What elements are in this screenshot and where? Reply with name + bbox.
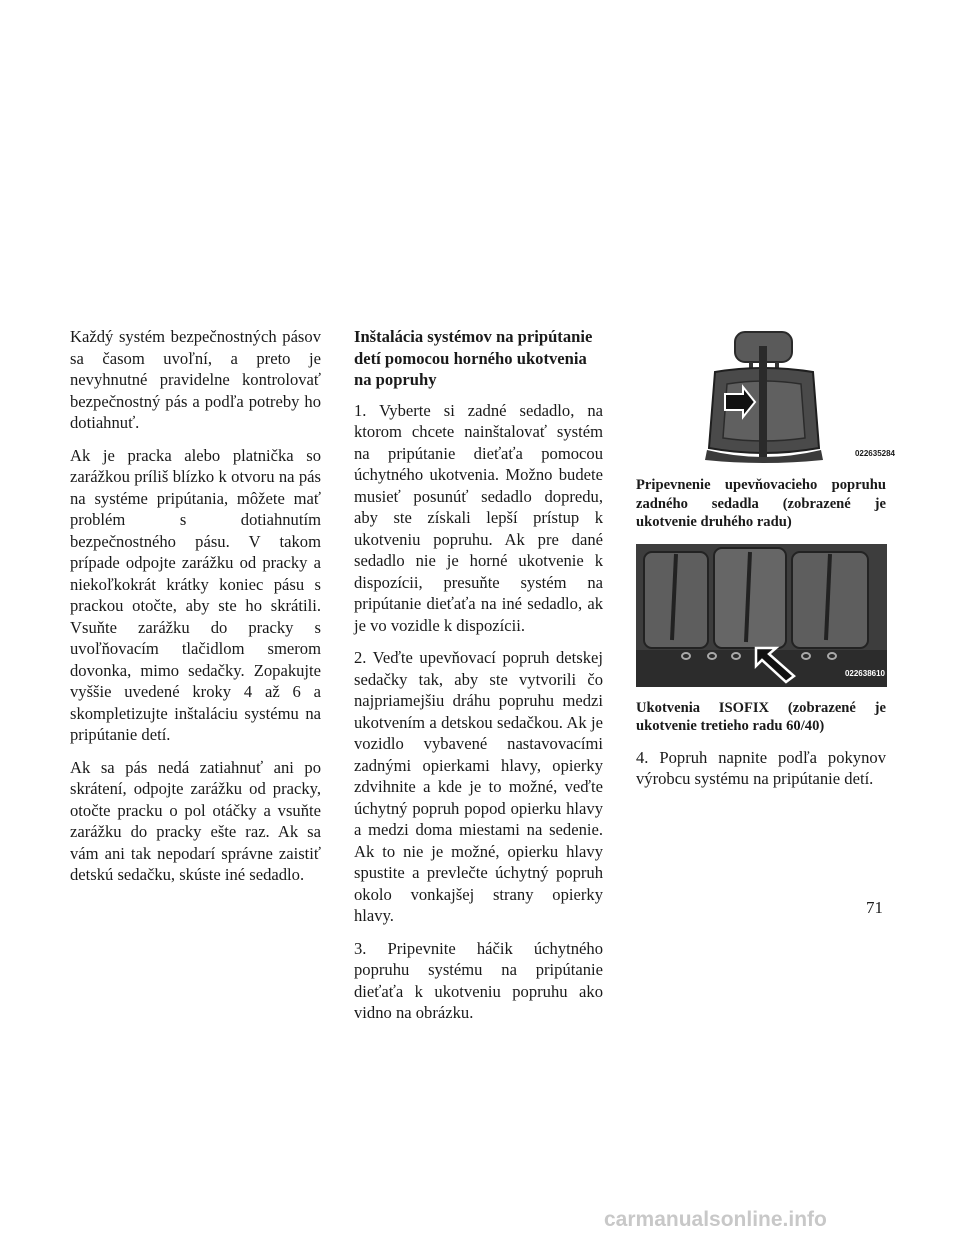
column-left <box>70 326 321 897</box>
paragraph-1: Každý systém bezpečnostných pásov sa časom uvoľní, a preto je nevyhnutné pravidelne kontrolovať bezpečnostný pás a podľa potreby ho dotiahnuť. <box>70 327 321 432</box>
figure-code: 022635284 <box>854 448 895 458</box>
paragraph-3: Ak sa pás nedá zatiahnuť ani po skrátení, odpojte zarážku od pracky, otočte pracku o pol otáčky a vsuňte zarážku do pracky ešte raz. Ak sa vám ani tak nepodarí správne zaistiť detskú sedačku, skúste iné sedadlo. <box>70 757 321 884</box>
paragraph-2: Ak je pracka alebo platnička so zarážkou príliš blízko k otvoru na pás na systéme pripútania, môžete mať problém s dotiahnutím bezpečnostného pásu. V takom prípade odpojte zarážku od pracky a niekoľkokrát krátky koniec pásu s prackou otočte, aby ste ho skrátili. Vsuňte zarážku do pracky s uvoľňovacím tlačidlom smerom dovonka, mimo sedačky. Zopakujte vyššie uvedené kroky 4 až 6 a skompletizujte inštaláciu systému na pripútanie detí. <box>70 445 321 744</box>
step-1: 1. Vyberte si zadné sedadlo, na ktorom chcete nainštalovať systém na pripútanie dieťaťa pomocou úchytného ukotvenia. Možno budete musieť posunúť sedadlo dopredu, aby ste získali lepší prístup k ukotveniu popruhu. Ak pre dané sedadlo nie je horné ukotvenie k dispozícii, presuňte systém na pripútanie dieťaťa na iné sedadlo, ak je vo vozidle k dispozícii. <box>354 400 603 635</box>
step-4: 4. Popruh napnite podľa pokynov výrobcu systému na pripútanie detí. <box>636 747 886 788</box>
figure-tether-anchor <box>705 326 895 466</box>
watermark: carmanualsonline.info <box>604 1208 827 1231</box>
step-2: 2. Veďte upevňovací popruh detskej sedačky tak, aby ste vytvorili čo najpriamejšiu dráhu popruhu medzi ukotvením a detskou sedačkou. Ak je vozidlo vybavené nastavovacími zadnými opierkami hlavy, opierky zdvihnite a kde je to možné, veďte úchytný popruh popod opierku hlavy a medzi doma miestami na sedenie. Ak to nie je možné, opierku hlavy spustite a prevlečte úchytný popruh okolo vonkajšej strany opierky hlavy. <box>354 648 603 925</box>
column-middle <box>354 326 603 1035</box>
figure-caption: Pripevnenie upevňovacieho popruhu zadného sedadla (zobrazené je ukotvenie druhého radu) <box>636 477 886 530</box>
figure-caption: Ukotvenia ISOFIX (zobrazené je ukotvenie tretieho radu 60/40) <box>636 699 886 734</box>
page-number: 71 <box>866 898 883 917</box>
section-heading: Inštalácia systémov na pripútanie detí pomocou horného ukotvenia na popruhy <box>354 327 593 389</box>
figure-code: 022638610 <box>844 669 885 678</box>
column-right <box>636 326 895 801</box>
step-3: 3. Pripevnite háčik úchytného popruhu systému na pripútanie dieťaťa k ukotveniu popruhu ako vidno na obrázku. <box>354 938 603 1022</box>
figure-isofix-anchors <box>636 544 887 687</box>
